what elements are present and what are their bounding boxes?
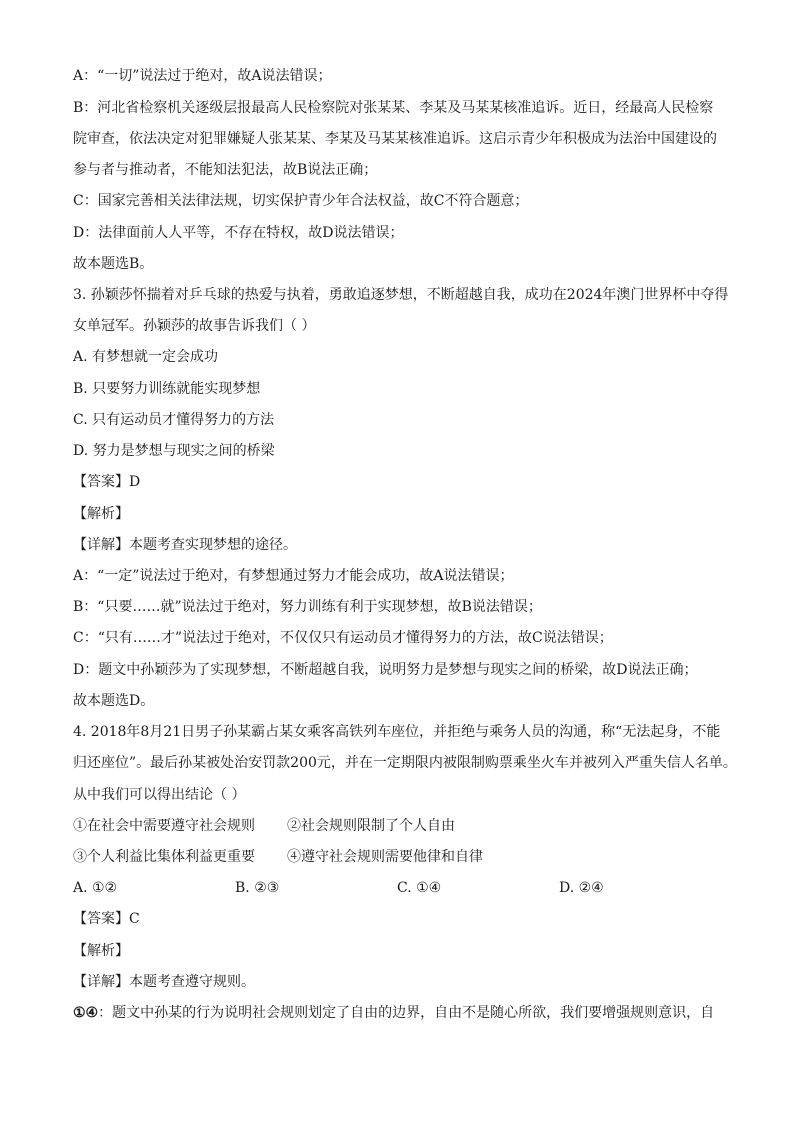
question-3-option-a: A. 有梦想就一定会成功 — [73, 349, 219, 365]
question-4-analysis-heading: 【解析】 — [73, 943, 129, 959]
question-3-conclusion: 故本题选D。 — [73, 693, 155, 709]
question-3-answer: 【答案】D — [73, 474, 141, 490]
statement-2: ②社会规则限制了个人自由 — [287, 818, 455, 834]
question-4-detail-14 — [73, 1003, 733, 1023]
question-3-detail-a: A：“一定”说法过于绝对，有梦想通过努力才能会成功，故A说法错误； — [73, 568, 514, 584]
statement-1: ①在社会中需要遵守社会规则 — [73, 818, 255, 834]
question-3-option-b: B. 只要努力训练就能实现梦想 — [73, 381, 261, 397]
question-3-detail-c: C：“只有……才”说法过于绝对，不仅仅只有运动员才懂得努力的方法，故C说法错误； — [73, 630, 613, 646]
answer-explanation-c: C：国家完善相关法律法规，切实保护青少年合法权益，故C不符合题意； — [73, 193, 529, 209]
conclusion-line: 故本题选B。 — [73, 256, 154, 272]
answer-explanation-b-1: B：河北省检察机关逐级层报最高人民检察院对张某某、李某及马某某核准追诉。近日，经最高人民检察 — [73, 100, 714, 116]
question-3-option-d: D. 努力是梦想与现实之间的桥梁 — [73, 443, 275, 459]
answer-explanation-b-3: 参与者与推动者，不能知法犯法，故B说法正确； — [73, 162, 378, 178]
question-4-choices — [73, 878, 733, 898]
question-3-text-1: 3. 孙颖莎怀揣着对乒乓球的热爱与执着，勇敢追逐梦想，不断超越自我，成功在2024年澳门世界杯中夺得 — [73, 287, 729, 303]
detail-text: ：题文中孙某的行为说明社会规则划定了自由的边界，自由不是随心所欲，我们要增强规则意识，自 — [98, 1005, 715, 1021]
statement-4: ④遵守社会规则需要他律和自律 — [287, 849, 483, 865]
detail-option-marks: ①④ — [73, 1005, 99, 1021]
question-4-detail-heading: 【详解】本题考查遵守规则。 — [73, 974, 255, 990]
question-4-statements-row-2 — [73, 847, 733, 867]
choice-a: A. ①② — [73, 880, 118, 896]
choice-c: C. ①④ — [397, 880, 442, 896]
choice-b: B. ②③ — [235, 880, 280, 896]
choice-d: D. ②④ — [559, 880, 604, 896]
question-3-detail-d: D：题文中孙颖莎为了实现梦想，不断超越自我，说明努力是梦想与现实之间的桥梁，故D说法正确； — [73, 662, 698, 678]
question-3-analysis-heading: 【解析】 — [73, 506, 129, 522]
question-4-text-2: 归还座位”。最后孙某被处治安罚款200元，并在一定期限内被限制购票乘坐火车并被列入严重失信人名单。 — [73, 755, 737, 771]
question-4-statements-row-1 — [73, 816, 733, 836]
question-3-detail-heading: 【详解】本题考查实现梦想的途径。 — [73, 537, 297, 553]
question-3-option-c: C. 只有运动员才懂得努力的方法 — [73, 412, 275, 428]
answer-explanation-b-2: 院审查，依法决定对犯罪嫌疑人张某某、李某及马某某核准追诉。这启示青少年积极成为法治中国建设的 — [73, 131, 717, 147]
answer-explanation-d: D：法律面前人人平等，不存在特权，故D说法错误； — [73, 225, 404, 241]
answer-explanation-a: A：“一切”说法过于绝对，故A说法错误； — [73, 68, 332, 84]
question-4-text-3: 从中我们可以得出结论（ ） — [73, 787, 246, 803]
statement-3: ③个人利益比集体利益更重要 — [73, 849, 255, 865]
question-4-answer: 【答案】C — [73, 911, 140, 927]
question-3-text-2: 女单冠军。孙颖莎的故事告诉我们（ ） — [73, 318, 316, 334]
question-4-text-1: 4. 2018年8月21日男子孙某霸占某女乘客高铁列车座位，并拒绝与乘务人员的沟通，称“无法起身，不能 — [73, 724, 721, 740]
question-3-detail-b: B：“只要……就”说法过于绝对，努力训练有利于实现梦想，故B说法错误； — [73, 599, 542, 615]
